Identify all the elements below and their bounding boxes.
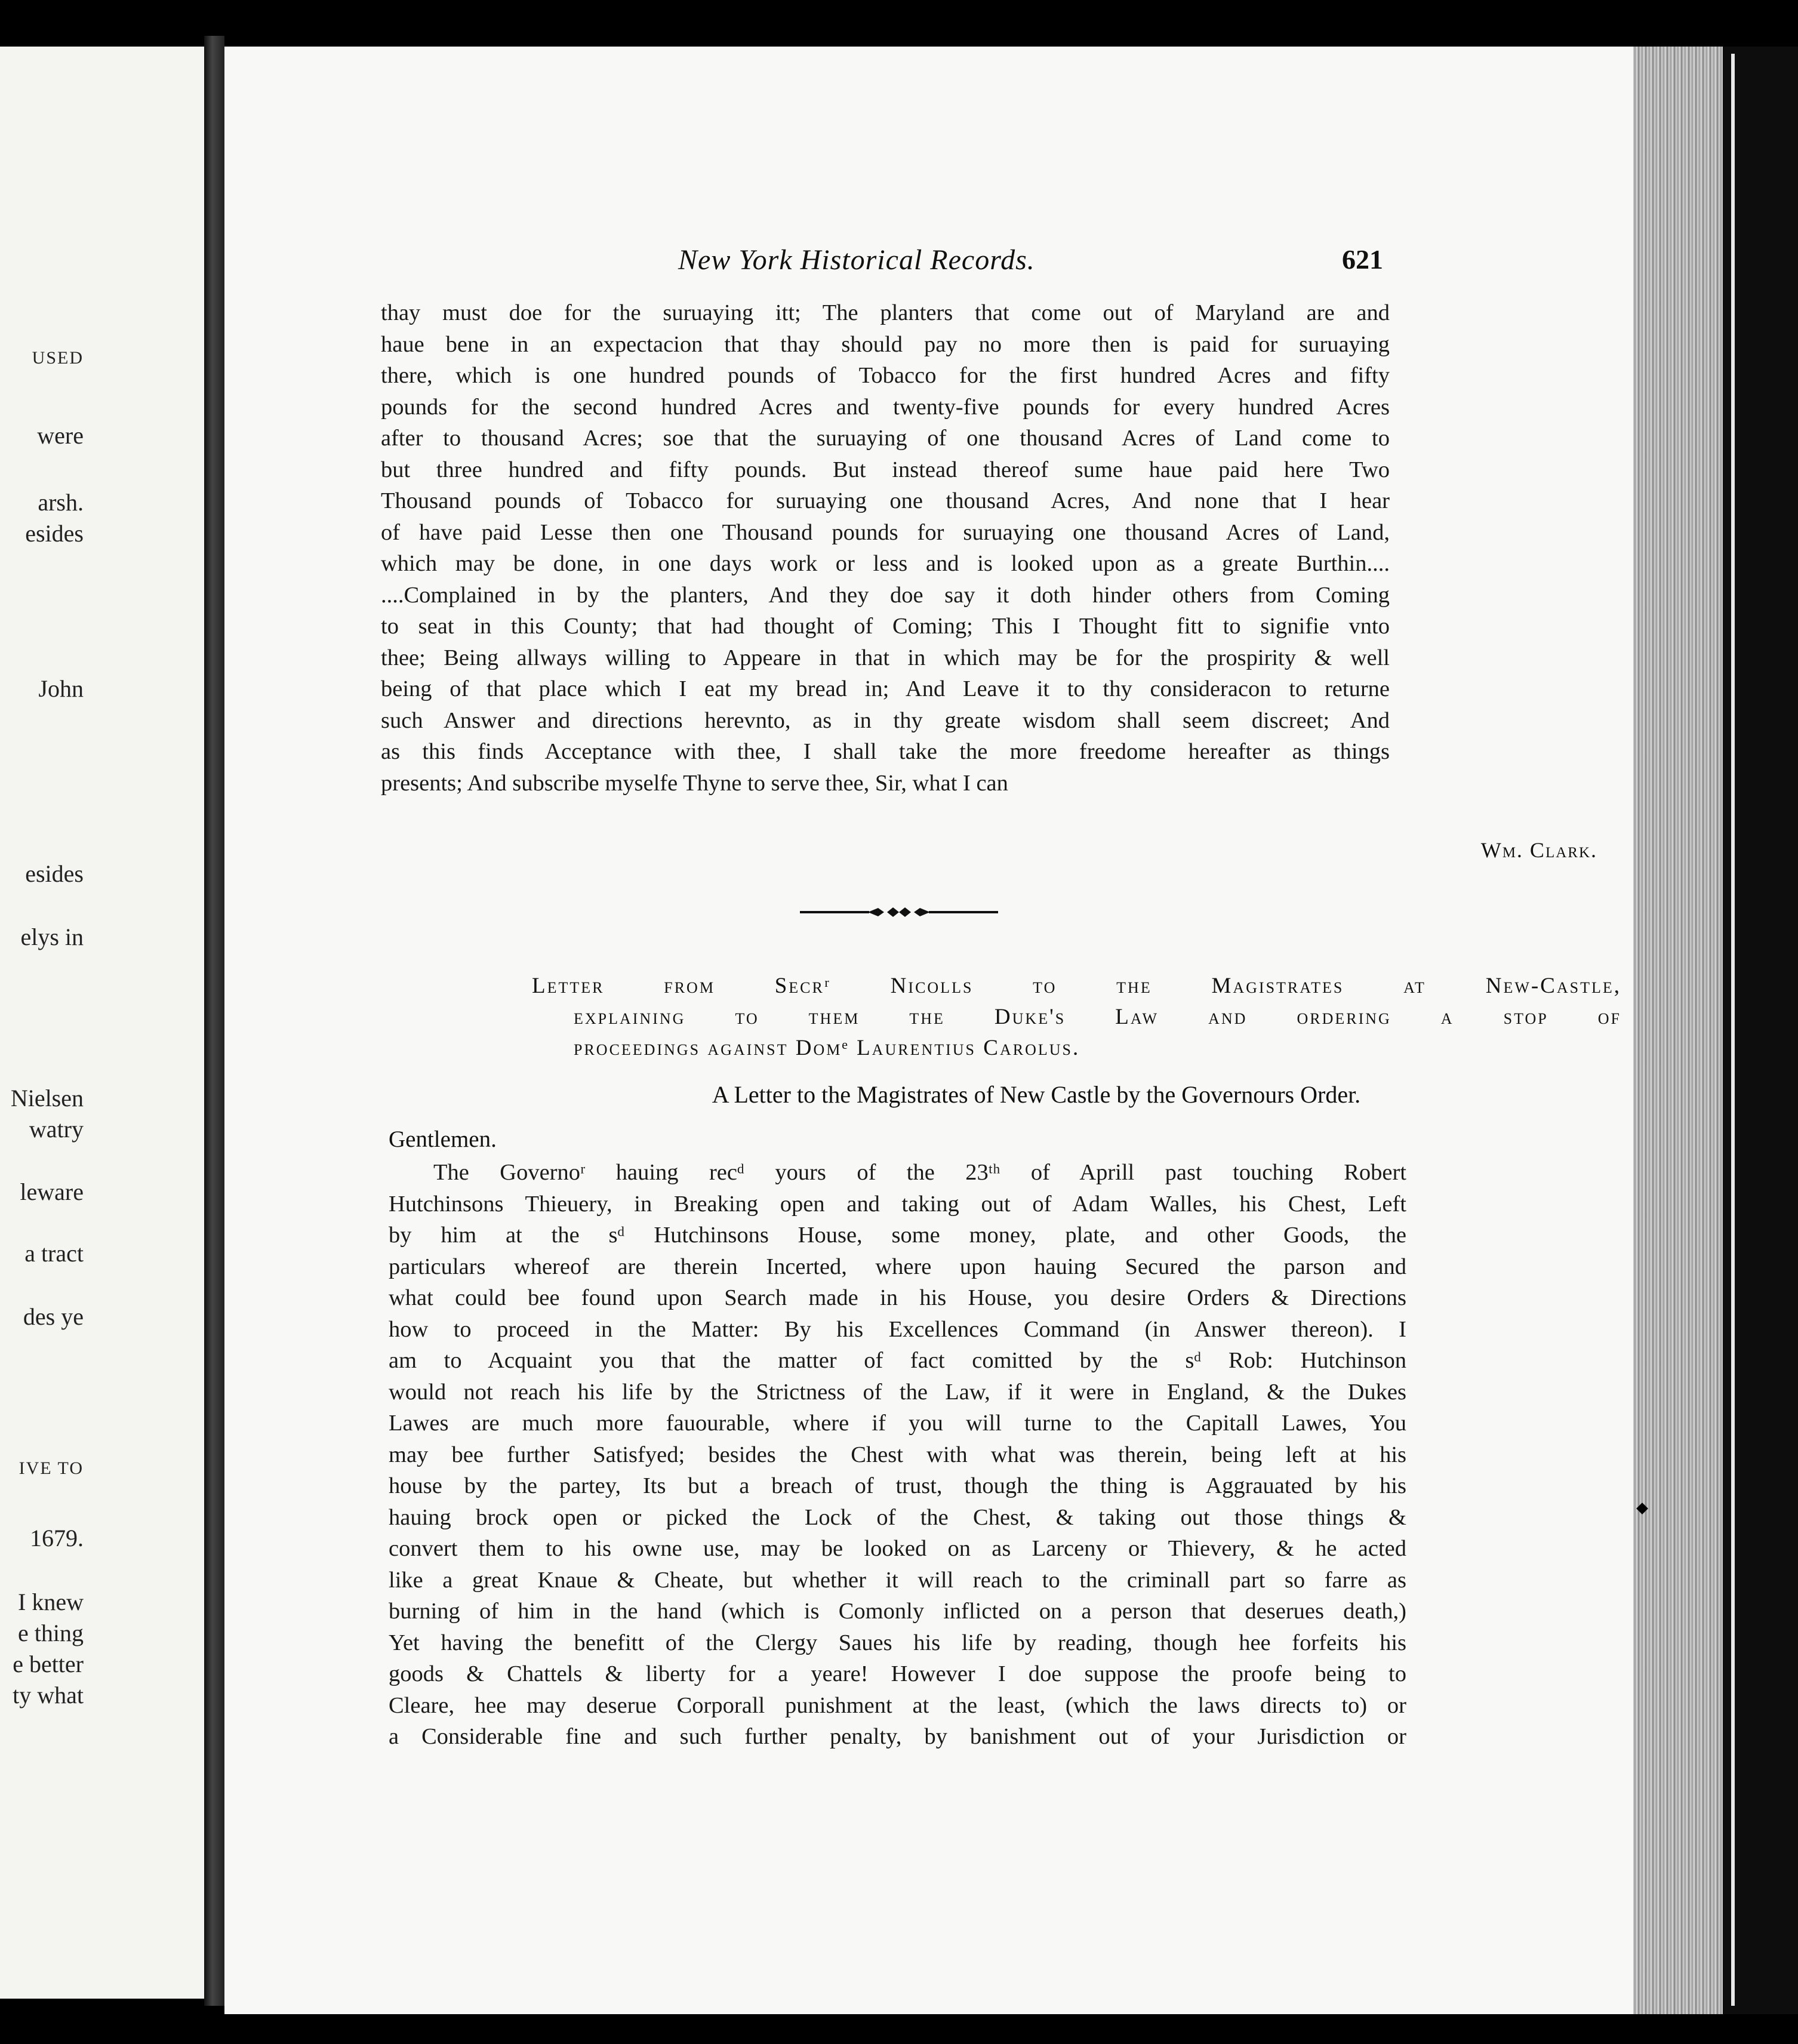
left-page-fragment: 1679. <box>30 1525 84 1552</box>
left-page-fragment: watry <box>29 1116 84 1143</box>
text-line: am to Acquaint you that the matter of fact comitted by the sᵈ Rob: Hutchinson <box>389 1348 1406 1373</box>
text-line: haue bene in an expectacion that thay should pay no more then is paid for suruaying <box>381 331 1390 357</box>
letter-heading <box>532 971 1621 1064</box>
text-line: convert them to his owne use, may be looked on as Larceny or Thievery, & he acted <box>389 1536 1406 1561</box>
text-line: which may be done, in one days work or less and is looked upon as a greate Burthin.... <box>381 551 1390 576</box>
heading-line: proceedings against Domᵉ Laurentius Carolus. <box>574 1036 1080 1060</box>
text-line: by him at the sᵈ Hutchinsons House, some money, plate, and other Goods, the <box>389 1223 1406 1248</box>
text-line: after to thousand Acres; soe that the suruaying of one thousand Acres of Land come to <box>381 426 1390 451</box>
text-line: such Answer and directions herevnto, as in thy greate wisdom shall seem discreet; And <box>381 707 1390 733</box>
text-line: how to proceed in the Matter: By his Excellences Command (in Answer thereon). I <box>389 1316 1406 1342</box>
text-line: particulars whereof are therein Incerted, where upon hauing Secured the parson and <box>389 1254 1406 1279</box>
text-line: hauing brock open or picked the Lock of the Chest, & taking out those things & <box>389 1504 1406 1530</box>
text-line: may bee further Satisfyed; besides the Chest with what was therein, being left at his <box>389 1442 1406 1467</box>
text-line: goods & Chattels & liberty for a yeare! However I doe suppose the proofe being to <box>389 1661 1406 1686</box>
left-page-fragment: a tract <box>24 1240 84 1267</box>
text-line: but three hundred and fifty pounds. But instead thereof sume haue paid here Two <box>381 457 1390 482</box>
first-letter-body <box>381 297 1390 799</box>
page-number: 621 <box>1342 244 1383 275</box>
left-page-fragment: ty what <box>13 1682 84 1709</box>
text-line: house by the partey, Its but a breach of trust, though the thing is Aggrauated by his <box>389 1473 1406 1498</box>
text-line: thee; Being allways willing to Appeare in that in which may be for the prospirity & well <box>381 645 1390 670</box>
left-page-edge <box>0 47 208 1999</box>
left-page-fragment: elys in <box>20 924 84 950</box>
text-line: would not reach his life by the Strictness of the Law, if it were in England, & the Dukes <box>389 1379 1406 1405</box>
text-line: Hutchinsons Thieuery, in Breaking open and taking out of Adam Walles, his Chest, Left <box>389 1191 1406 1217</box>
book-gutter <box>204 36 224 2006</box>
left-page-fragment: I knew <box>18 1589 84 1615</box>
page-edges-stack <box>1633 47 1723 2014</box>
running-head <box>224 244 1633 285</box>
heading-line: Letter from Secrʳ Nicolls to the Magistrates at New-Castle, <box>532 974 1621 998</box>
left-page-fragment: USED <box>32 348 84 368</box>
text-line: burning of him in the hand (which is Comonly inflicted on a person that deserues death,) <box>389 1599 1406 1624</box>
text-line: thay must doe for the suruaying itt; The planters that come out of Maryland are and <box>381 300 1390 325</box>
text-line: as this finds Acceptance with thee, I shall take the more freedome hereafter as things <box>381 739 1390 764</box>
salutation: Gentlemen. <box>389 1126 497 1152</box>
text-line: of have paid Lesse then one Thousand pounds for suruaying one thousand Acres of Land, <box>381 519 1390 545</box>
text-line: a Considerable fine and such further penalty, by banishment out of your Jurisdiction or <box>389 1724 1406 1749</box>
right-page <box>224 47 1633 2014</box>
text-line: presents; And subscribe myselfe Thyne to serve thee, Sir, what I can <box>381 770 1008 796</box>
text-line: what could bee found upon Search made in his House, you desire Orders & Directions <box>389 1285 1406 1310</box>
text-line: there, which is one hundred pounds of Tobacco for the first hundred Acres and fifty <box>381 363 1390 388</box>
left-page-fragment: arsh. <box>38 489 84 516</box>
left-page-fragment: des ye <box>23 1303 84 1330</box>
text-line: like a great Knaue & Cheate, but whether it will reach to the criminall part so farre as <box>389 1567 1406 1593</box>
left-page-fragment: e better <box>13 1651 84 1677</box>
left-page-fragment: John <box>38 675 84 702</box>
signature-wm-clark: Wm. Clark. <box>1480 838 1597 862</box>
left-page-fragment: e thing <box>18 1620 84 1646</box>
text-line: Yet having the benefitt of the Clergy Saues his life by reading, though hee forfeits his <box>389 1630 1406 1655</box>
left-page-fragment: were <box>37 422 84 449</box>
second-letter-body <box>389 1157 1406 1753</box>
text-line: The Governoʳ hauing recᵈ yours of the 23ᵗʰ of Aprill past touching Robert <box>433 1160 1406 1185</box>
running-head-title: New York Historical Records. <box>678 244 1035 276</box>
heading-line: explaining to them the Duke's Law and ordering a stop of <box>574 1005 1621 1029</box>
left-page-fragment: IVE TO <box>19 1458 84 1478</box>
text-line: Lawes are much more fauourable, where if you will turne to the Capitall Lawes, You <box>389 1411 1406 1436</box>
text-line: ....Complained in by the planters, And they doe say it doth hinder others from Coming <box>381 582 1390 608</box>
text-line: Thousand pounds of Tobacco for suruaying one thousand Acres, And none that I hear <box>381 488 1390 513</box>
left-page-fragment: esides <box>25 520 84 547</box>
book-cover-edge <box>1731 54 1735 2006</box>
text-line: being of that place which I eat my bread in; And Leave it to thy consideracon to returne <box>381 676 1390 701</box>
left-page-fragment: esides <box>25 860 84 887</box>
letter-subheading: A Letter to the Magistrates of New Castle by the Governours Order. <box>712 1081 1361 1108</box>
text-line: pounds for the second hundred Acres and twenty-five pounds for every hundred Acres <box>381 394 1390 420</box>
left-page-fragment: leware <box>20 1178 84 1205</box>
text-line: to seat in this County; that had thought of Coming; This I Thought fitt to signifie vnto <box>381 614 1390 639</box>
section-divider-ornament-icon <box>798 900 1000 924</box>
text-line: Cleare, hee may deserue Corporall punishment at the least, (which the laws directs to) or <box>389 1692 1406 1718</box>
left-page-fragment: Nielsen <box>10 1085 84 1112</box>
